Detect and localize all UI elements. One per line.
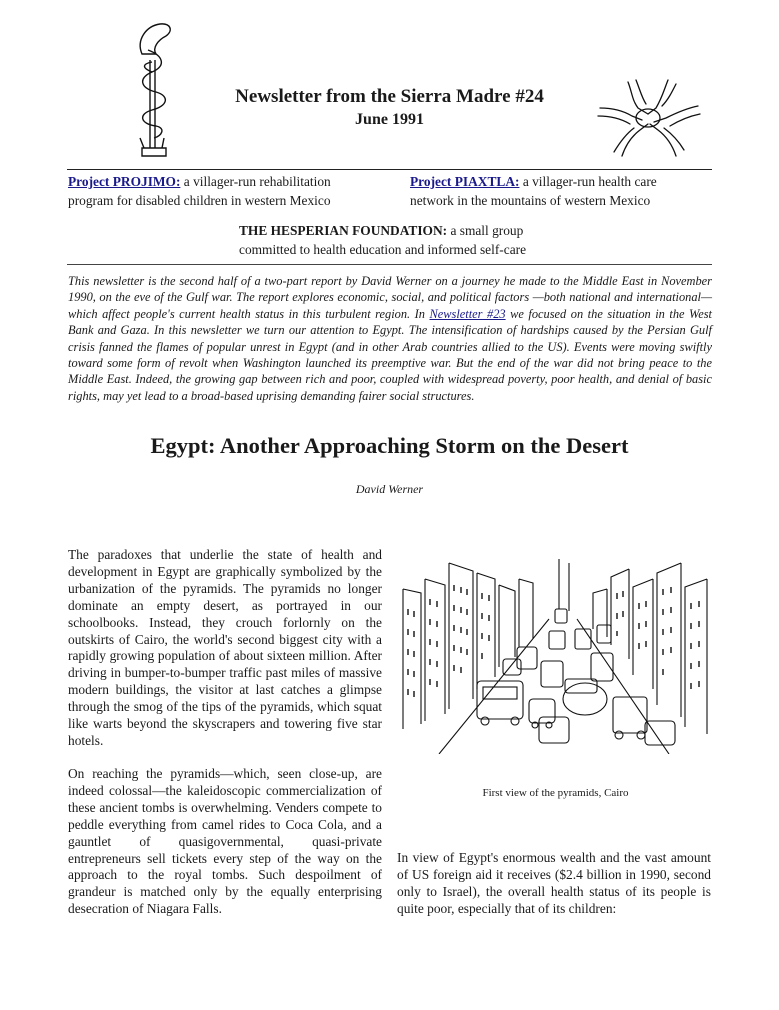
intro-divider: [67, 264, 712, 265]
article-title: Egypt: Another Approaching Storm on the Desert: [150, 433, 629, 458]
hesperian-foundation: [239, 221, 579, 259]
project-piaxtla-desc-1: a villager-run health care: [522, 174, 657, 189]
header-divider: [67, 169, 712, 170]
hesperian-name: THE HESPERIAN FOUNDATION:: [239, 223, 448, 238]
figure-caption: First view of the pyramids, Cairo: [482, 787, 629, 799]
article-paragraph-3: In view of Egypt's enormous wealth and the vast amount of US foreign aid it receives ($2.4 billion in 1990, second only to Israel), the overall health status of its people is quite poor, especially that of its children:: [397, 850, 711, 916]
hesperian-desc-1: a small group: [450, 223, 524, 238]
project-projimo-desc-1: a villager-run rehabilitation: [183, 174, 331, 189]
project-piaxtla-link[interactable]: Project PIAXTLA:: [410, 174, 520, 189]
hesperian-desc-2: committed to health education and informed self-care: [239, 242, 527, 257]
project-projimo-link[interactable]: Project PROJIMO:: [68, 174, 181, 189]
project-projimo: [68, 172, 368, 210]
article-byline: David Werner: [355, 482, 424, 496]
intro-text-1: This newsletter is the second half of a two-part report by David Werner on a journey he made to the Middle East in November 1990, on the eve of the Gulf war. The report explores economic, social, and political factors —both national and international—which affect people's current health status in this turbulent region. In: [68, 274, 712, 321]
newsletter-title: Newsletter from the Sierra Madre #24: [235, 86, 544, 107]
linked-hands-logo: [592, 78, 704, 158]
newsletter-date: June 1991: [355, 111, 424, 128]
project-projimo-desc-2: program for disabled children in western Mexico: [68, 193, 331, 208]
article-paragraph-1: The paradoxes that underlie the state of health and development in Egypt are graphically symbolized by the urbanization of the pyramids. The pyramids no longer dominate an empty desert, as portrayed in our schoolbooks. Instead, they crouch forlornly on the outskirts of Cairo, the world's second biggest city with a rapidly growing population of about sixteen million. After driving in bumper-to-bumper traffic past miles of massive modern buildings, the visitor at last catches a glimpse through the smog of the tips of the pyramids, which squat like warts beyond the skyscrapers and towering five star hotels.: [68, 547, 382, 748]
article-paragraph-2: On reaching the pyramids—which, seen close-up, are indeed colossal—the kaleidoscopic commercialization of these ancient tombs is overwhelming. Venders compete to peddle everything from camel rides to Coca Cola, and a gauntlet of quasigovernmental, quasi-private entrepreneurs sell tickets every step of the way on the approach to the royal tombs. Such despoilment of grandeur is matched only by the equally enterprising desecration of Niagara Falls.: [68, 766, 382, 917]
intro-paragraph: [68, 273, 712, 404]
project-piaxtla-desc-2: network in the mountains of western Mexico: [410, 193, 651, 208]
project-piaxtla: [410, 172, 710, 210]
newsletter-23-link[interactable]: Newsletter #23: [429, 306, 506, 321]
cairo-street-illustration: [399, 549, 712, 754]
intro-text-2: we focused on the situation in the West Bank and Gaza. In this newsletter we turn our attention to Egypt. The intensification of hardships caused by the Persian Gulf crisis fanned the flames of popular unrest in Egypt (and in other Arab countries allied to the US). Events were moving swiftly toward some form of revolt when Washington launched its preemptive war. But the end of the war did not bring peace to the Middle East. Indeed, the growing gap between rich and poor, coupled with widespread poverty, poor health, and denial of basic rights, may yet lead to a broad-based uprising demanding fairer social structures.: [68, 306, 712, 403]
